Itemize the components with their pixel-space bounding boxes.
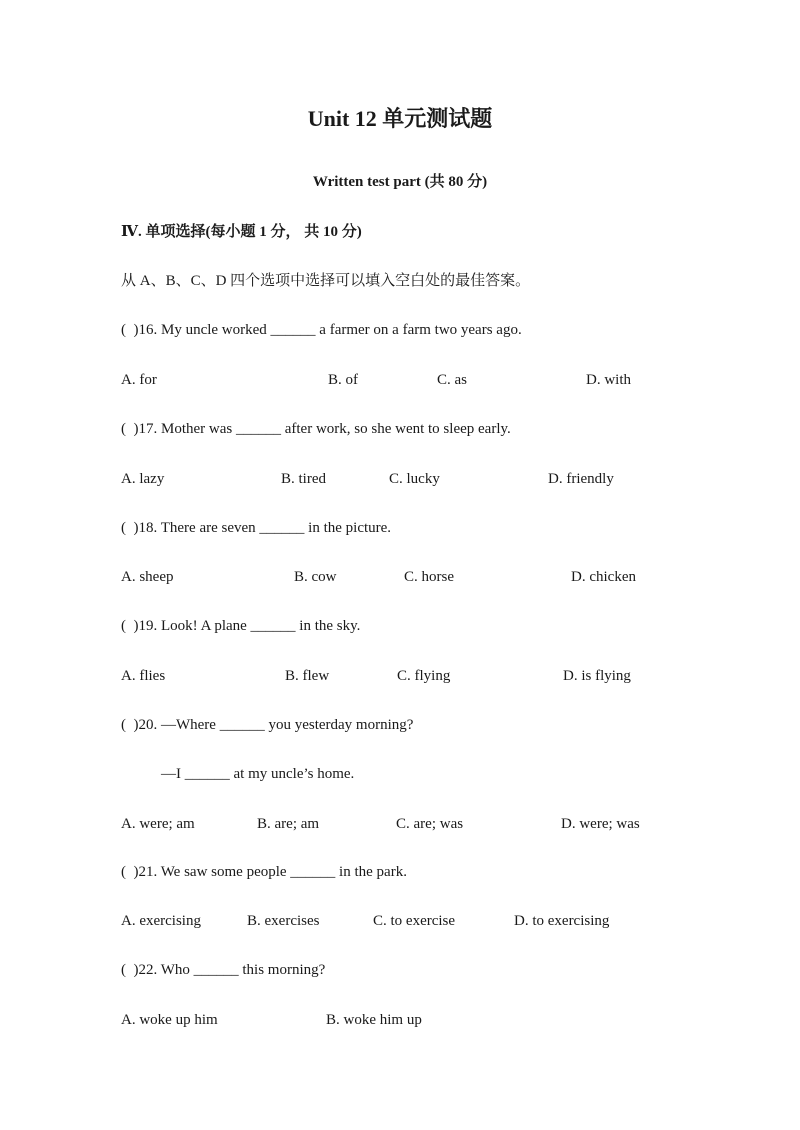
question-21-option-b: B. exercises <box>247 913 320 929</box>
question-17-option-d: D. friendly <box>548 471 614 487</box>
question-16-option-b: B. of <box>328 372 358 388</box>
question-17-option-c: C. lucky <box>389 471 440 487</box>
question-18-option-c: C. horse <box>404 569 454 585</box>
question-20-stem-response: —I ______ at my uncle’s home. <box>161 766 355 782</box>
question-21-option-c: C. to exercise <box>373 913 456 929</box>
question-22-stem: ( )22. Who ______ this morning? <box>121 962 326 978</box>
question-18-option-a: A. sheep <box>121 569 174 585</box>
question-19-option-d: D. is flying <box>563 668 631 684</box>
question-17-option-b: B. tired <box>281 471 326 487</box>
question-17-option-a: A. lazy <box>121 471 165 487</box>
page-subtitle: Written test part (共 80 分) <box>312 174 488 190</box>
question-20-stem: ( )20. —Where ______ you yesterday morning? <box>121 717 414 733</box>
question-22-option-b: B. woke him up <box>326 1012 422 1028</box>
section-heading: Ⅳ. 单项选择(每小题 1 分， 共 10 分) <box>121 224 362 240</box>
question-18-option-b: B. cow <box>294 569 337 585</box>
question-16-stem: ( )16. My uncle worked ______ a farmer on a farm two years ago. <box>121 322 522 338</box>
question-19-option-b: B. flew <box>285 668 330 684</box>
question-22-option-a: A. woke up him <box>121 1012 218 1028</box>
question-20-option-a: A. were; am <box>121 816 195 832</box>
question-19-option-a: A. flies <box>121 668 166 684</box>
question-16-option-c: C. as <box>437 372 467 388</box>
question-19-option-c: C. flying <box>397 668 451 684</box>
instruction-text: 从 A、B、C、D 四个选项中选择可以填入空白处的最佳答案。 <box>121 273 531 289</box>
question-17-stem: ( )17. Mother was ______ after work, so she went to sleep early. <box>121 421 511 437</box>
question-18-option-d: D. chicken <box>571 569 636 585</box>
question-18-stem: ( )18. There are seven ______ in the picture. <box>121 520 392 536</box>
question-16-option-d: D. with <box>586 372 631 388</box>
question-16-option-a: A. for <box>121 372 157 388</box>
question-20-option-b: B. are; am <box>257 816 320 832</box>
page-title: Unit 12 单元测试题 <box>307 106 493 131</box>
question-21-option-a: A. exercising <box>121 913 201 929</box>
question-20-option-d: D. were; was <box>561 816 640 832</box>
question-21-stem: ( )21. We saw some people ______ in the park. <box>121 864 407 880</box>
question-20-option-c: C. are; was <box>396 816 464 832</box>
question-21-option-d: D. to exercising <box>514 913 610 929</box>
question-19-stem: ( )19. Look! A plane ______ in the sky. <box>121 618 361 634</box>
